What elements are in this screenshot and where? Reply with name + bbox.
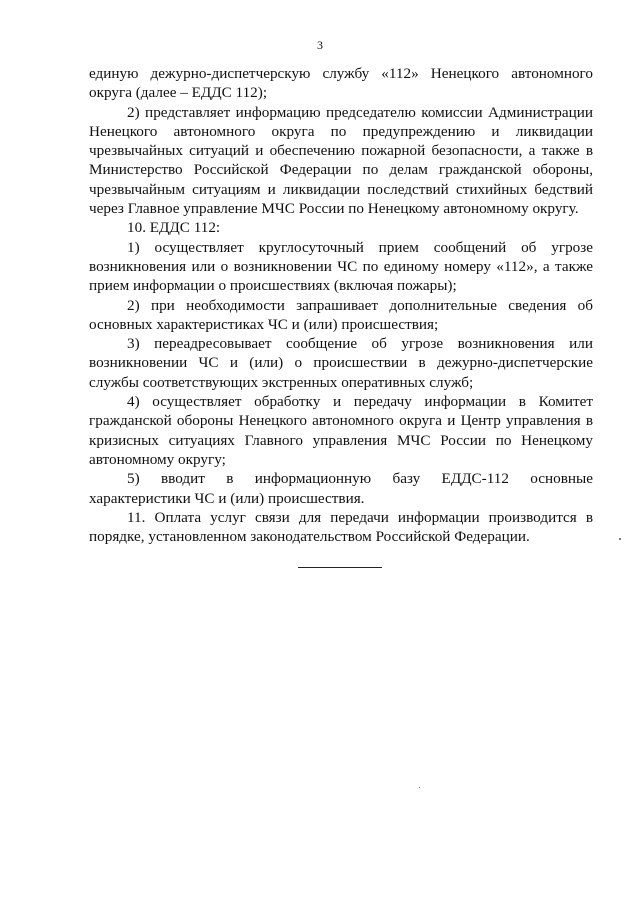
paragraph-item-5-database: 5) вводит в информационную базу ЕДДС-112 основные характеристики ЧС и (или) происшествия. (89, 470, 593, 507)
paragraph-item-4-processing: 4) осуществляет обработку и передачу информации в Комитет гражданской обороны Ненецкого автономного округа и Центр управления в кризисных ситуациях Главного управления МЧС России по Ненецкому автономному округу; (89, 393, 593, 468)
page-number: 3 (317, 38, 323, 52)
paragraph-item-2-report: 2) представляет информацию председателю комиссии Администрации Ненецкого автономного округа по предупреждению и ликвидации чрезвычайных ситуаций и обеспечению пожарной безопасности, а также в Министерство Российской Федерации по делам гражданской обороны, чрезвычайным ситуациям и ликвидации последствий стихийных бедствий через Главное управление МЧС России по Ненецкому автономному округу. (89, 103, 593, 218)
document-body (89, 64, 593, 546)
scan-speck (619, 538, 621, 540)
paragraph-item-3-redirect: 3) переадресовывает сообщение об угрозе возникновения или возникновении ЧС и (или) о происшествии в дежурно-диспетчерские службы соответствующих экстренных оперативных служб; (89, 335, 593, 391)
section-11-payment: 11. Оплата услуг связи для передачи информации производится в порядке, установленном законодательством Российской Федерации. (89, 508, 593, 546)
section-heading-10: 10. ЕДДС 112: (127, 219, 221, 237)
scan-speck (419, 787, 420, 788)
paragraph-continuation: единую дежурно-диспетчерскую службу «112» Ненецкого автономного округа (далее – ЕДДС 112); (89, 65, 593, 102)
paragraph-item-1-reception: 1) осуществляет круглосуточный прием сообщений об угрозе возникновения или о возникновении ЧС по единому номеру «112», а также прием информации о происшествиях (включая пожары); (89, 238, 593, 295)
end-divider-line (298, 567, 382, 568)
paragraph-item-2-request: 2) при необходимости запрашивает дополнительные сведения об основных характеристиках ЧС и (или) происшествия; (89, 296, 593, 333)
